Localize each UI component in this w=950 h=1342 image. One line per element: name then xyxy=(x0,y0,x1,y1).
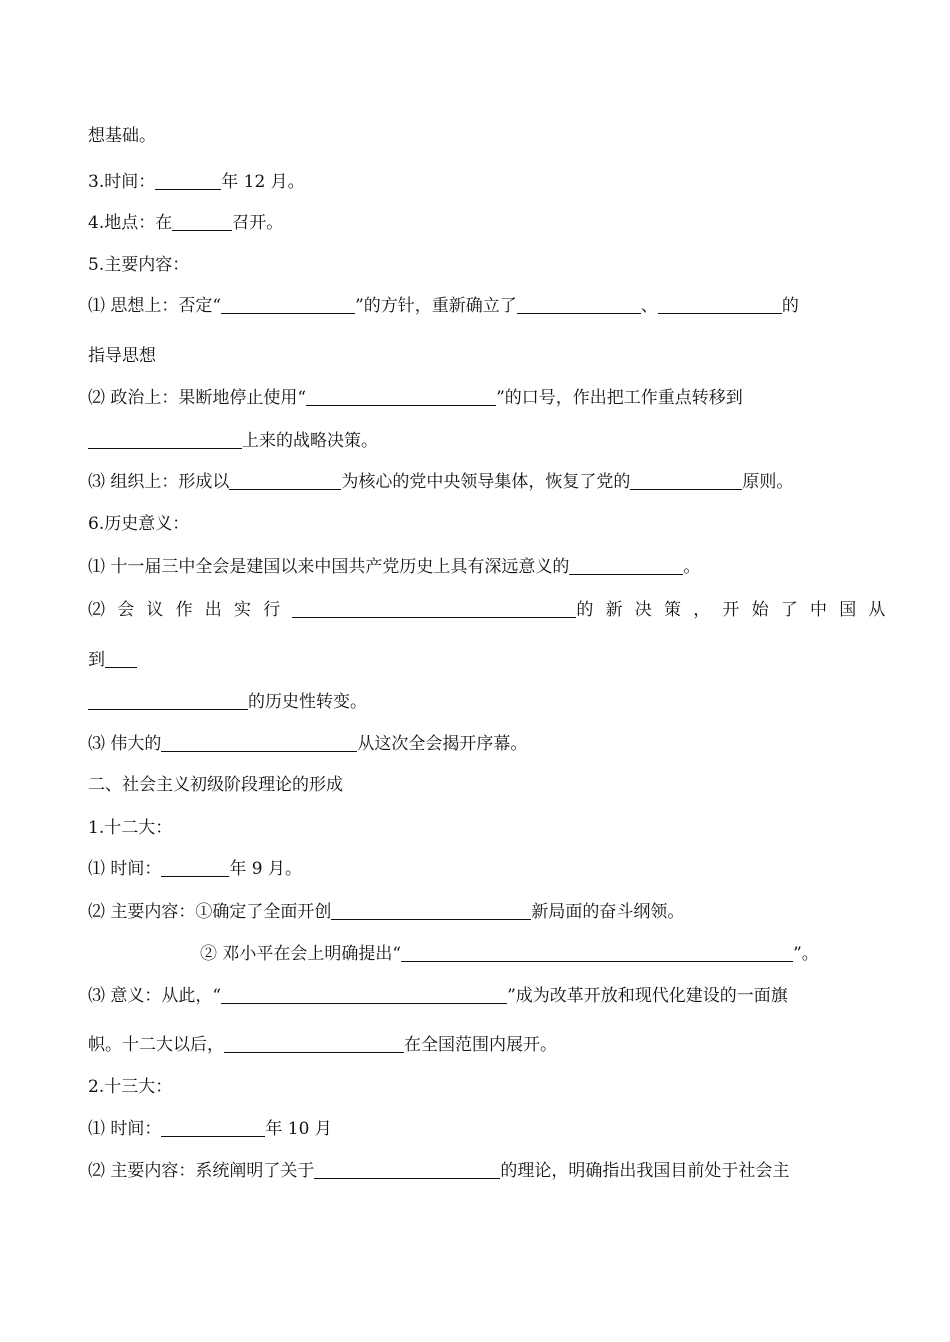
text-line: ⑴ 时间： 年 10 月 xyxy=(88,1119,332,1139)
section-heading: 二、社会主义初级阶段理论的形成 xyxy=(88,775,343,795)
text-line: ⑵ 政治上：果断地停止使用“ ”的口号，作出把工作重点转移到 xyxy=(88,388,743,408)
answer-blank[interactable] xyxy=(331,901,531,920)
answer-blank[interactable] xyxy=(88,691,248,710)
text-line: 1.十二大： xyxy=(88,818,173,838)
text-line: 4.地点：在 召开。 xyxy=(88,213,284,233)
answer-blank[interactable] xyxy=(517,295,641,314)
text-line: ② 邓小平在会上明确提出“ ”。 xyxy=(200,944,819,964)
answer-blank[interactable] xyxy=(314,1160,500,1179)
answer-blank[interactable] xyxy=(221,295,355,314)
text-line: ⑵ 主要内容：系统阐明了关于 的理论，明确指出我国目前处于社会主 xyxy=(88,1161,790,1181)
text-line: 指导思想 xyxy=(88,346,156,366)
answer-blank[interactable] xyxy=(155,171,221,190)
answer-blank[interactable] xyxy=(172,212,232,231)
answer-blank[interactable] xyxy=(306,387,496,406)
section-heading: 2.十三大： xyxy=(88,1077,173,1097)
answer-blank[interactable] xyxy=(292,599,576,618)
text-line: 3.时间： 年 12 月。 xyxy=(88,172,305,192)
text-line: ⑴ 时间： 年 9 月。 xyxy=(88,859,303,879)
text-line: 的历史性转变。 xyxy=(88,690,367,714)
text-line: 想基础。 xyxy=(88,126,156,146)
text-line: ⑶ 组织上：形成以 为核心的党中央领导集体，恢复了党的 原则。 xyxy=(88,472,794,492)
answer-blank[interactable] xyxy=(161,1118,265,1137)
answer-blank[interactable] xyxy=(658,295,782,314)
answer-blank[interactable] xyxy=(224,1034,404,1053)
text-line: ⑶ 意义：从此，“ ”成为改革开放和现代化建设的一面旗 xyxy=(88,986,788,1006)
answer-blank[interactable] xyxy=(569,556,683,575)
answer-blank[interactable] xyxy=(161,858,229,877)
answer-blank[interactable] xyxy=(88,430,242,449)
answer-blank[interactable] xyxy=(105,649,137,668)
answer-blank[interactable] xyxy=(401,943,793,962)
text-line: 到 xyxy=(88,648,137,672)
text-line: ⑶ 伟大的 从这次全会揭开序幕。 xyxy=(88,734,528,754)
section-heading: 5.主要内容： xyxy=(88,255,190,275)
answer-blank[interactable] xyxy=(229,471,341,490)
text-line: ⑴ 思想上：否定“ ”的方针，重新确立了 、 的 xyxy=(88,296,799,316)
answer-blank[interactable] xyxy=(221,985,507,1004)
text-line: ⑵会议作出实行 的新决策，开始了中国从 xyxy=(88,600,898,620)
text-line: ⑵ 主要内容：①确定了全面开创 新局面的奋斗纲领。 xyxy=(88,902,685,922)
text-line: 上来的战略决策。 xyxy=(88,429,378,453)
answer-blank[interactable] xyxy=(630,471,742,490)
answer-blank[interactable] xyxy=(161,733,357,752)
section-heading: 6.历史意义： xyxy=(88,514,190,534)
text-line: 帜。十二大以后， 在全国范围内展开。 xyxy=(88,1035,557,1055)
text-line: ⑴ 十一届三中全会是建国以来中国共产党历史上具有深远意义的 。 xyxy=(88,557,701,577)
